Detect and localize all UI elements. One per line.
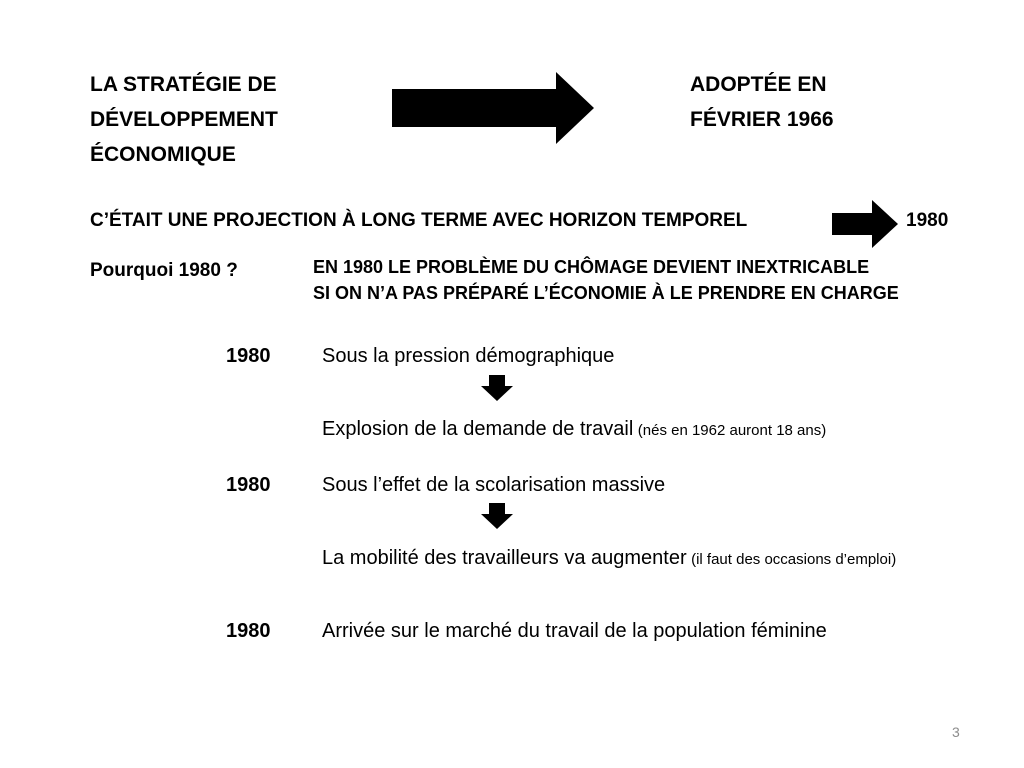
why-answer-line-1: EN 1980 LE PROBLÈME DU CHÔMAGE DEVIENT INEXTRICABLE: [313, 257, 870, 277]
strategy-title-line-3: ÉCONOMIQUE: [90, 143, 236, 166]
adoption-date-line-2: FÉVRIER 1966: [690, 108, 834, 131]
adoption-date: [690, 67, 834, 137]
item-2-year: 1980: [226, 474, 271, 496]
projection-text: C’ÉTAIT UNE PROJECTION À LONG TERME AVEC HORIZON TEMPOREL: [90, 210, 748, 231]
item-1-cause: Sous la pression démographique: [322, 345, 615, 367]
item-1-note: (nés en 1962 auront 18 ans): [637, 422, 827, 439]
item-2-cause: Sous l’effet de la scolarisation massive: [322, 474, 666, 496]
page-number: 3: [952, 724, 960, 740]
why-answer: [313, 254, 899, 306]
strategy-title: [90, 67, 278, 172]
item-2-effect: La mobilité des travailleurs va augmenter: [322, 547, 687, 569]
strategy-title-line-1: LA STRATÉGIE DE: [90, 73, 277, 96]
why-question: Pourquoi 1980 ?: [90, 260, 238, 281]
item-1-year: 1980: [226, 345, 271, 367]
down-arrow-icon: [481, 375, 513, 401]
strategy-title-line-2: DÉVELOPPEMENT: [90, 108, 278, 131]
item-2-note: (il faut des occasions d’emploi): [691, 551, 897, 568]
item-1-effect: Explosion de la demande de travail: [322, 418, 634, 440]
down-arrow-icon: [481, 503, 513, 529]
big-right-arrow-icon: [392, 72, 594, 144]
small-right-arrow-icon: [832, 200, 898, 248]
item-2-effect-line: [322, 544, 896, 574]
why-answer-line-2: SI ON N’A PAS PRÉPARÉ L’ÉCONOMIE À LE PRENDRE EN CHARGE: [313, 283, 899, 303]
projection-year: 1980: [906, 210, 949, 231]
item-1-effect-line: [322, 415, 826, 445]
adoption-date-line-1: ADOPTÉE EN: [690, 73, 827, 96]
item-3-cause: Arrivée sur le marché du travail de la population féminine: [322, 620, 827, 642]
item-3-year: 1980: [226, 620, 271, 642]
